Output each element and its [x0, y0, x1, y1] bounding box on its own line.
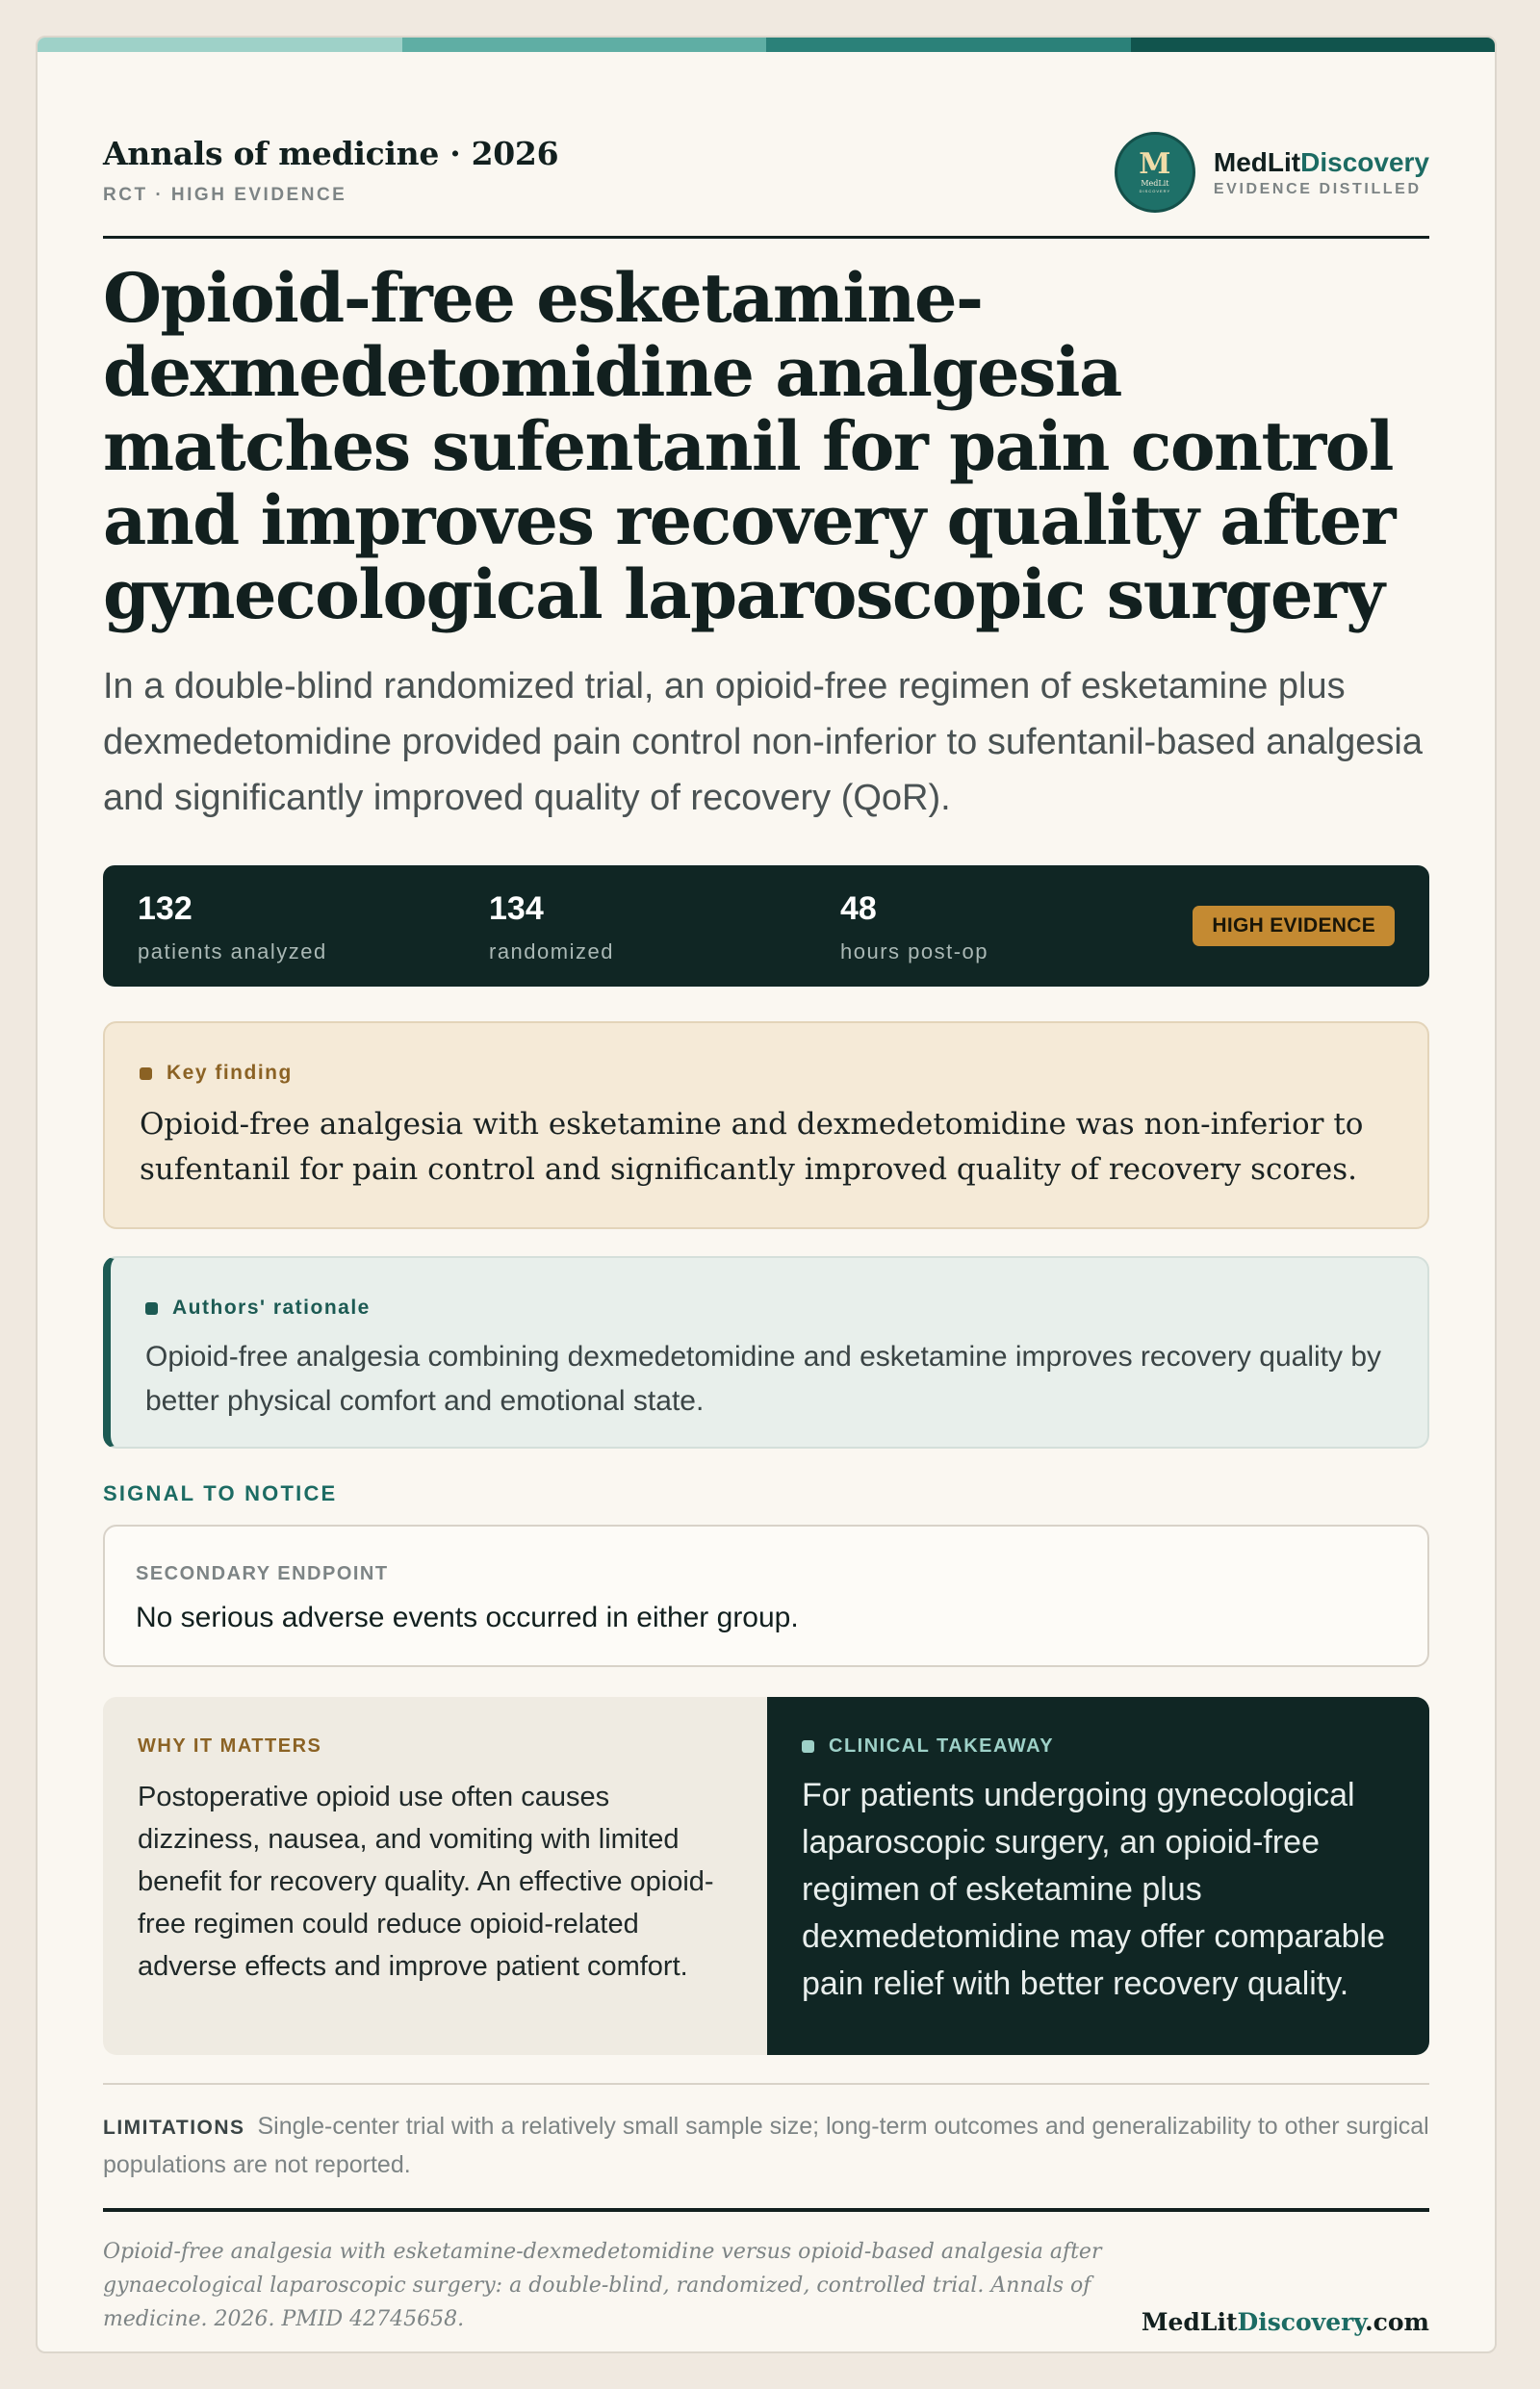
signal-label: SECONDARY ENDPOINT: [136, 1563, 389, 1584]
square-bullet-icon: [802, 1740, 814, 1753]
signal-heading: SIGNAL TO NOTICE: [103, 1481, 338, 1505]
logo-name: [1214, 147, 1429, 178]
subheadline: In a double-blind randomized trial, an opioid-free regimen of esketamine plus dexmedetomidine provided pain control non-inferior to sufentanil-based analgesia and significantly improved quality of recovery (QoR).: [103, 666, 1423, 818]
color-segment: [38, 38, 402, 52]
square-bullet-icon: [145, 1302, 158, 1315]
square-bullet-icon: [140, 1067, 152, 1080]
logo-name-b: Discovery: [1300, 146, 1429, 177]
stat-value: 134: [489, 890, 544, 927]
takeaway-text: For patients undergoing gynecological laparoscopic surgery, an opioid-free regimen of esketamine plus dexmedetomidine may offer comparable pain relief with better recovery quality.: [802, 1777, 1386, 2002]
logo-mark-sub: MedLit: [1141, 179, 1169, 188]
stat-patients-analyzed: [138, 890, 327, 964]
two-column-section: [103, 1697, 1429, 2055]
signal-box: [103, 1525, 1429, 1667]
why-text: Postoperative opioid use often causes dizziness, nausea, and vomiting with limited benefit for recovery quality. An effective opioid-free regimen could reduce opioid-related adverse effects and improve patient comfort.: [138, 1782, 714, 1982]
stat-randomized: [489, 890, 614, 964]
stats-bar: [103, 865, 1429, 987]
takeaway-label-text: CLINICAL TAKEAWAY: [829, 1735, 1055, 1757]
why-it-matters-panel: [103, 1697, 767, 2055]
limitations-label: LIMITATIONS: [103, 2117, 245, 2139]
logo-name-a: MedLit: [1213, 146, 1301, 177]
site-link[interactable]: [1142, 2308, 1429, 2336]
color-segment: [766, 38, 1131, 52]
clinical-takeaway-panel: [767, 1697, 1429, 2055]
limitations-text: Single-center trial with a relatively small sample size; long-term outcomes and generalizability to other surgical populations are not reported.: [103, 2113, 1429, 2178]
stat-value: 48: [840, 890, 877, 927]
evidence-badge: HIGH EVIDENCE: [1193, 906, 1395, 946]
stat-value: 132: [138, 890, 192, 927]
journal-title: Annals of medicine · 2026: [103, 135, 559, 172]
rationale-text: Opioid-free analgesia combining dexmedetomidine and esketamine improves recovery quality by better physical comfort and emotional state.: [145, 1341, 1382, 1417]
header: [103, 100, 1429, 239]
key-finding-box: [103, 1021, 1429, 1229]
top-color-bar: [38, 38, 1495, 52]
stat-label: randomized: [489, 939, 614, 963]
logo-mark-icon: [1115, 132, 1195, 213]
color-segment: [1131, 38, 1496, 52]
takeaway-label: [802, 1735, 1054, 1758]
logo-mark-sub2: DISCOVERY: [1139, 189, 1171, 193]
key-finding-text: Opioid-free analgesia with esketamine and dexmedetomidine was non-inferior to sufentanil for pain control and significantly improved quality of recovery scores.: [140, 1107, 1364, 1187]
logo-letter: M: [1139, 147, 1171, 181]
logo-tagline: EVIDENCE DISTILLED: [1213, 180, 1422, 197]
logo-text: [1214, 147, 1429, 198]
key-finding-label-text: Key finding: [167, 1062, 293, 1084]
rationale-label: [145, 1297, 371, 1320]
authors-rationale-box: [103, 1256, 1429, 1449]
summary-card: [36, 36, 1497, 2353]
site-c: .com: [1364, 2308, 1429, 2336]
headline: Opioid-free esketamine-dexmedetomidine analgesia matches sufentanil for pain control and improves recovery quality after gynecological laparoscopic surgery: [103, 258, 1396, 634]
why-label: WHY IT MATTERS: [138, 1735, 322, 1757]
citation: Opioid-free analgesia with esketamine-dexmedetomidine versus opioid-based analgesia after gynaecological laparoscopic surgery: a double-blind, randomized, controlled trial. Annals of medicine. 2026. PMID 42745658.: [103, 2240, 1102, 2331]
footer: [103, 2208, 1429, 2336]
stat-label: patients analyzed: [138, 939, 327, 963]
site-b: Discovery: [1237, 2308, 1365, 2336]
site-a: MedLit: [1141, 2308, 1238, 2336]
brand-logo[interactable]: [1115, 131, 1429, 214]
signal-text: No serious adverse events occurred in either group.: [136, 1602, 799, 1633]
color-segment: [402, 38, 767, 52]
stat-label: hours post-op: [840, 939, 989, 963]
rationale-label-text: Authors' rationale: [172, 1297, 371, 1319]
evidence-subtitle: RCT · HIGH EVIDENCE: [103, 185, 347, 205]
limitations: [103, 2083, 1429, 2183]
stat-hours-post-op: [840, 890, 988, 964]
key-finding-label: [140, 1062, 293, 1085]
